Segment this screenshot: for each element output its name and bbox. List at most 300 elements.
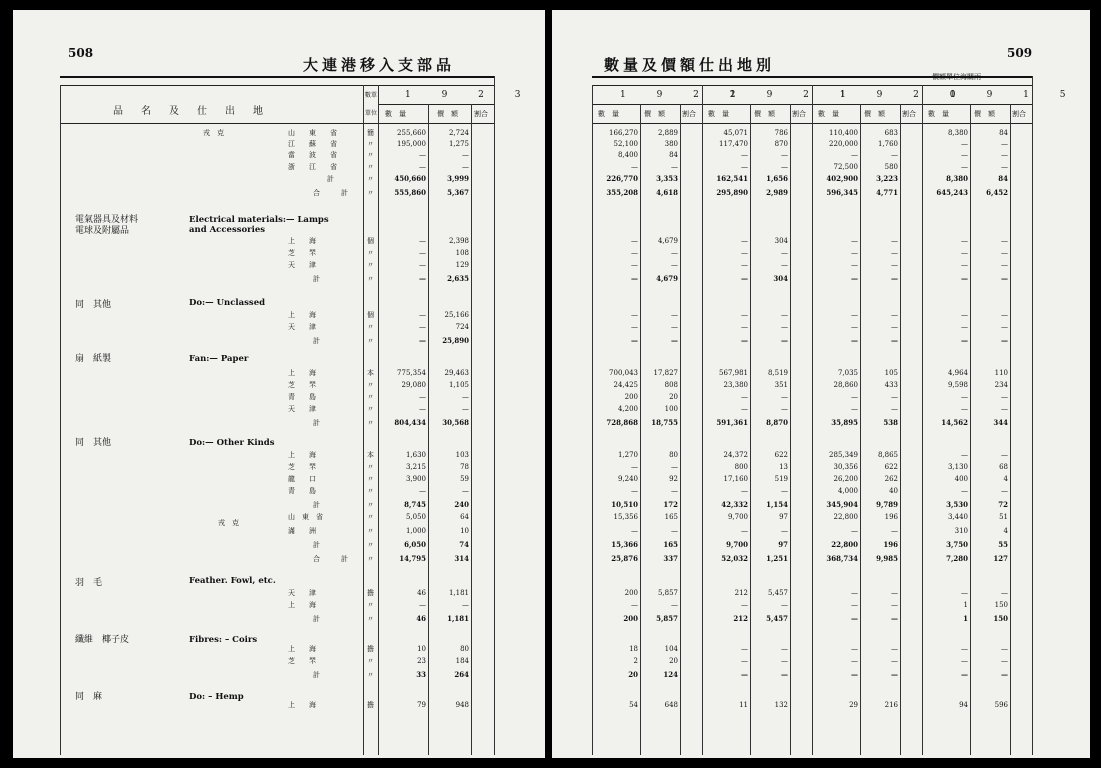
qty-1923-cell: — <box>419 249 426 257</box>
val-cell: — <box>1001 393 1008 401</box>
val-cell: 13 <box>779 463 788 471</box>
qty-cell: 212 <box>733 614 748 623</box>
val-cell: — <box>671 336 678 345</box>
destination-label: 龍 口 <box>288 475 316 483</box>
unit-cell: 〃 <box>367 671 374 679</box>
qty-1923-cell: — <box>419 237 426 245</box>
val-1923-cell: 3,999 <box>447 174 469 183</box>
sub-col-divider <box>970 104 971 755</box>
unit-cell: 〃 <box>367 555 374 563</box>
qty-1923-cell: — <box>419 311 426 319</box>
val-cell: 622 <box>884 463 898 471</box>
qty-1923-cell: 46 <box>417 589 426 597</box>
sub-pct: 割合 <box>474 110 488 118</box>
val-1923-cell: 10 <box>460 527 469 535</box>
val-cell: 304 <box>774 237 788 245</box>
qty-1923-cell: 1,630 <box>405 451 426 459</box>
qty-cell: — <box>961 336 968 345</box>
val-1923-cell: 25,890 <box>442 336 469 345</box>
val-cell: 20 <box>669 393 678 401</box>
unit-cell: 〃 <box>367 419 374 427</box>
val-1923-cell: 25,166 <box>444 311 469 319</box>
qty-cell: 18 <box>629 645 638 653</box>
unit-cell: 〃 <box>367 249 374 257</box>
qty-cell: 591,361 <box>716 418 748 427</box>
val-cell: 786 <box>774 129 788 137</box>
unit-cell: 〃 <box>367 513 374 521</box>
val-cell: 20 <box>669 657 678 665</box>
qty-cell: — <box>851 405 858 413</box>
qty-cell: 54 <box>629 701 638 709</box>
val-cell: 4,679 <box>657 237 678 245</box>
val-cell: 97 <box>778 540 788 549</box>
header-year-1923: 1 9 2 3 <box>405 90 535 100</box>
header-item-name: 品 名 及 仕 出 地 <box>113 106 267 117</box>
val-cell: — <box>1001 487 1008 495</box>
qty-1923-cell: 555,860 <box>394 188 426 197</box>
junk-label-2: 戎 克 <box>218 519 239 527</box>
sub-val: 價 額 <box>754 110 775 118</box>
unit-col-divider <box>363 85 364 755</box>
val-cell: 80 <box>669 451 678 459</box>
val-cell: — <box>891 527 898 535</box>
qty-cell: — <box>631 237 638 245</box>
qty-cell: 15,366 <box>611 540 638 549</box>
table-top-rule <box>60 76 495 78</box>
qty-cell: — <box>741 151 748 159</box>
val-cell: — <box>891 657 898 665</box>
unit-cell: 本 <box>367 369 374 377</box>
val-cell: 5,457 <box>766 614 788 623</box>
destination-label: 計 <box>313 541 320 549</box>
sub-qty: 數 量 <box>928 110 949 118</box>
qty-1923-cell: 195,000 <box>397 140 426 148</box>
qty-cell: 162,541 <box>716 174 748 183</box>
val-cell: — <box>781 393 788 401</box>
qty-cell: — <box>741 163 748 171</box>
val-cell: — <box>781 151 788 159</box>
val-cell: 4 <box>1003 475 1008 483</box>
val-cell: 351 <box>774 381 788 389</box>
val-cell: — <box>891 614 898 623</box>
val-cell: — <box>671 249 678 257</box>
header-year-1915: 1 9 1 5 <box>950 90 1080 100</box>
qty-cell: — <box>741 261 748 269</box>
val-cell: 165 <box>663 540 678 549</box>
val-cell: 538 <box>883 418 898 427</box>
category-ja-label: 同 麻 <box>75 692 103 702</box>
qty-cell: 117,470 <box>719 140 748 148</box>
val-cell: — <box>1001 151 1008 159</box>
category-en-label: Do:— Unclassed <box>189 298 266 308</box>
qty-cell: — <box>631 323 638 331</box>
qty-cell: — <box>961 237 968 245</box>
qty-1923-cell: 8,745 <box>404 500 426 509</box>
val-cell: 648 <box>664 701 678 709</box>
val-cell: — <box>671 601 678 609</box>
qty-cell: 166,270 <box>609 129 638 137</box>
qty-cell: 8,380 <box>947 129 968 137</box>
val-1923-cell: 74 <box>459 540 469 549</box>
unit-cell: 〃 <box>367 475 374 483</box>
val-cell: — <box>891 311 898 319</box>
destination-label: 青 島 <box>288 393 316 401</box>
val-cell: — <box>781 405 788 413</box>
category-en-label: Fan:— Paper <box>189 354 249 364</box>
qty-cell: 24,372 <box>723 451 748 459</box>
val-cell: 8,519 <box>767 369 788 377</box>
qty-cell: 23,380 <box>723 381 748 389</box>
qty-cell: 285,349 <box>829 451 858 459</box>
val-cell: 683 <box>884 129 898 137</box>
qty-cell: 4,964 <box>947 369 968 377</box>
val-cell: 304 <box>773 274 788 283</box>
qty-cell: — <box>631 487 638 495</box>
qty-cell: — <box>961 140 968 148</box>
sub-val: 價 額 <box>644 110 665 118</box>
val-1923-cell: 78 <box>460 463 469 471</box>
unit-cell: 擔 <box>367 589 374 597</box>
qty-cell: — <box>851 261 858 269</box>
val-cell: 97 <box>779 513 788 521</box>
val-cell: 100 <box>664 405 678 413</box>
val-cell: 105 <box>884 369 898 377</box>
qty-cell: 200 <box>624 393 638 401</box>
val-cell: 196 <box>883 540 898 549</box>
val-cell: — <box>1001 645 1008 653</box>
unit-cell: 〃 <box>367 275 374 283</box>
val-1923-cell: 59 <box>460 475 469 483</box>
val-1923-cell: 1,105 <box>448 381 469 389</box>
val-cell: — <box>1001 405 1008 413</box>
qty-cell: 20 <box>628 670 638 679</box>
qty-cell: 29 <box>849 701 858 709</box>
qty-cell: 800 <box>734 463 748 471</box>
val-cell: 68 <box>999 463 1008 471</box>
qty-cell: 728,868 <box>606 418 638 427</box>
val-cell: — <box>671 463 678 471</box>
qty-1923-cell: 1,000 <box>405 527 426 535</box>
qty-cell: 212 <box>734 589 748 597</box>
val-cell: 337 <box>663 554 678 563</box>
qty-cell: 200 <box>623 614 638 623</box>
qty-cell: — <box>961 487 968 495</box>
destination-label: 計 <box>313 175 334 183</box>
val-cell: 519 <box>774 475 788 483</box>
val-cell: 4,618 <box>656 188 678 197</box>
year-block-divider <box>592 85 593 755</box>
unit-cell: 〃 <box>367 527 374 535</box>
year-block-divider <box>922 85 923 755</box>
val-cell: 84 <box>669 151 678 159</box>
unit-cell: 〃 <box>367 323 374 331</box>
qty-cell: — <box>851 336 858 345</box>
category-en-label: Do:— Other Kinds <box>189 438 275 448</box>
val-cell: — <box>671 323 678 331</box>
qty-cell: 3,130 <box>947 463 968 471</box>
destination-label: 天 津 <box>288 261 316 269</box>
qty-cell: 567,981 <box>719 369 748 377</box>
sub-val: 價 額 <box>974 110 995 118</box>
unit-cell: 〃 <box>367 463 374 471</box>
qty-cell: 402,900 <box>826 174 858 183</box>
header-year-1920: 1 9 2 0 <box>840 90 970 100</box>
unit-cell: 〃 <box>367 615 374 623</box>
val-1923-cell: 5,367 <box>447 188 469 197</box>
destination-label: 天 津 <box>288 405 316 413</box>
sub-col-divider <box>860 104 861 755</box>
qty-cell: 220,000 <box>829 140 858 148</box>
qty-cell: 22,800 <box>831 540 858 549</box>
val-cell: 5,457 <box>767 589 788 597</box>
qty-1923-cell: 804,434 <box>394 418 426 427</box>
destination-label: 上 海 <box>288 369 316 377</box>
val-cell: — <box>781 336 788 345</box>
qty-cell: — <box>961 311 968 319</box>
val-cell: 127 <box>993 554 1008 563</box>
val-cell: — <box>891 274 898 283</box>
val-1923-cell: 2,635 <box>447 274 469 283</box>
qty-cell: — <box>851 657 858 665</box>
qty-cell: — <box>741 393 748 401</box>
val-cell: 4 <box>1003 527 1008 535</box>
qty-cell: — <box>741 405 748 413</box>
table-top-rule-2 <box>60 85 495 86</box>
val-1923-cell: 80 <box>460 645 469 653</box>
val-cell: — <box>781 163 788 171</box>
val-cell: 622 <box>774 451 788 459</box>
qty-cell: — <box>961 163 968 171</box>
unit-cell: 個 <box>367 237 374 245</box>
val-cell: 3,223 <box>876 174 898 183</box>
val-cell: 17,827 <box>653 369 678 377</box>
val-cell: 8,870 <box>766 418 788 427</box>
val-cell: 132 <box>774 701 788 709</box>
qty-cell: — <box>961 405 968 413</box>
destination-label: 山 東 省 <box>288 129 337 137</box>
val-cell: — <box>1001 670 1008 679</box>
year-block-divider <box>812 85 813 755</box>
val-1923-cell: — <box>462 405 469 413</box>
qty-cell: — <box>961 274 968 283</box>
val-cell: — <box>671 311 678 319</box>
header-unit-top: 數單 <box>365 92 378 99</box>
val-1923-cell: 129 <box>455 261 469 269</box>
qty-cell: 3,530 <box>946 500 968 509</box>
qty-cell: 14,562 <box>941 418 968 427</box>
unit-cell: 〃 <box>367 381 374 389</box>
qty-col-divider <box>378 85 379 755</box>
val-cell: 18,755 <box>651 418 678 427</box>
unit-cell: 擔 <box>367 701 374 709</box>
pct-col-divider <box>471 104 472 755</box>
val-cell: — <box>671 261 678 269</box>
val-cell: 40 <box>889 487 898 495</box>
qty-cell: — <box>851 589 858 597</box>
unit-cell: 〃 <box>367 261 374 269</box>
unit-cell: 〃 <box>367 337 374 345</box>
qty-cell: — <box>851 601 858 609</box>
qty-cell: — <box>851 670 858 679</box>
qty-1923-cell: 450,660 <box>394 174 426 183</box>
val-1923-cell: — <box>462 487 469 495</box>
val-cell: — <box>671 487 678 495</box>
val-cell: — <box>1001 274 1008 283</box>
val-cell: 9,985 <box>876 554 898 563</box>
val-cell: 2,989 <box>766 188 788 197</box>
sub-pct: 割合 <box>1012 110 1026 118</box>
destination-label: 計 <box>313 337 320 345</box>
qty-cell: 15,356 <box>613 513 638 521</box>
val-cell: — <box>891 670 898 679</box>
left-page-title: 大連港移入支部品 <box>303 56 456 74</box>
destination-label: 山 東 省 <box>288 513 323 521</box>
qty-cell: 295,890 <box>716 188 748 197</box>
qty-cell: 310 <box>954 527 968 535</box>
unit-cell: 〃 <box>367 189 374 197</box>
r-right-outer-border <box>1032 76 1033 755</box>
sub-col-divider <box>680 104 681 755</box>
val-cell: 344 <box>993 418 1008 427</box>
right-page <box>552 10 1090 758</box>
val-1923-cell: 103 <box>455 451 469 459</box>
qty-cell: 9,240 <box>617 475 638 483</box>
unit-cell: 〃 <box>367 175 374 183</box>
qty-cell: 1,270 <box>617 451 638 459</box>
r-table-top-rule <box>592 76 1032 78</box>
qty-1923-cell: — <box>419 601 426 609</box>
val-cell: — <box>781 601 788 609</box>
val-cell: — <box>781 487 788 495</box>
qty-cell: 28,860 <box>833 381 858 389</box>
qty-1923-cell: — <box>419 487 426 495</box>
destination-label: 上 海 <box>288 701 316 709</box>
qty-cell: — <box>631 249 638 257</box>
qty-cell: 400 <box>954 475 968 483</box>
val-cell: — <box>891 405 898 413</box>
val-cell: 124 <box>663 670 678 679</box>
qty-cell: 35,895 <box>831 418 858 427</box>
qty-1923-cell: — <box>419 163 426 171</box>
header-year-1921: 1 9 2 1 <box>730 90 860 100</box>
val-cell: 196 <box>884 513 898 521</box>
qty-cell: — <box>851 151 858 159</box>
qty-1923-cell: 6,050 <box>404 540 426 549</box>
qty-cell: — <box>961 393 968 401</box>
val-cell: 84 <box>998 174 1008 183</box>
qty-cell: — <box>741 670 748 679</box>
val-cell: — <box>891 249 898 257</box>
val-cell: — <box>1001 249 1008 257</box>
qty-cell: 200 <box>624 589 638 597</box>
sub-qty: 數 量 <box>818 110 839 118</box>
destination-label: 合 計 <box>313 189 348 197</box>
val-cell: 4,771 <box>876 188 898 197</box>
qty-1923-cell: — <box>419 261 426 269</box>
category-en-label: Feather. Fowl, etc. <box>189 576 276 586</box>
qty-cell: 9,598 <box>947 381 968 389</box>
destination-label: 當 波 省 <box>288 151 337 159</box>
val-cell: — <box>891 645 898 653</box>
val-cell: — <box>1001 163 1008 171</box>
val-cell: 1,656 <box>766 174 788 183</box>
sub-qty: 數 量 <box>708 110 729 118</box>
header-bottom-rule <box>60 123 495 124</box>
qty-cell: — <box>741 657 748 665</box>
val-cell: 216 <box>884 701 898 709</box>
category-en-label: Electrical materials:— Lamps and Accessories <box>189 215 329 235</box>
qty-cell: — <box>851 393 858 401</box>
unit-cell: 個 <box>367 311 374 319</box>
val-cell: 92 <box>669 475 678 483</box>
qty-cell: — <box>851 527 858 535</box>
year-block-divider <box>702 85 703 755</box>
val-cell: 433 <box>884 381 898 389</box>
val-cell: — <box>891 323 898 331</box>
qty-cell: 45,071 <box>723 129 748 137</box>
destination-label: 計 <box>313 671 320 679</box>
qty-1923-cell: — <box>419 393 426 401</box>
val-cell: 1,760 <box>877 140 898 148</box>
val-1923-cell: — <box>462 151 469 159</box>
val-cell: — <box>1001 657 1008 665</box>
qty-cell: 8,380 <box>946 174 968 183</box>
val-cell: — <box>891 237 898 245</box>
val-cell: — <box>891 393 898 401</box>
qty-cell: 1 <box>963 614 968 623</box>
val-1923-cell: 30,568 <box>442 418 469 427</box>
val-1923-cell: 108 <box>455 249 469 257</box>
qty-cell: 345,904 <box>826 500 858 509</box>
qty-cell: 22,800 <box>833 513 858 521</box>
qty-cell: 355,208 <box>606 188 638 197</box>
destination-label: 天 津 <box>288 323 316 331</box>
val-1923-cell: 948 <box>455 701 469 709</box>
val-1923-cell: — <box>462 163 469 171</box>
val-cell: — <box>781 645 788 653</box>
sub-col-divider <box>790 104 791 755</box>
qty-1923-cell: 3,900 <box>405 475 426 483</box>
category-en-label: Fibres: – Coirs <box>189 635 258 645</box>
qty-cell: — <box>631 463 638 471</box>
destination-label: 計 <box>313 501 320 509</box>
val-cell: 1,154 <box>766 500 788 509</box>
destination-label: 芝 罘 <box>288 381 316 389</box>
val-1923-cell: 314 <box>454 554 469 563</box>
destination-label: 上 海 <box>288 237 316 245</box>
val-1923-cell: 2,724 <box>448 129 469 137</box>
val-cell: — <box>781 311 788 319</box>
val-cell: 110 <box>994 369 1008 377</box>
val-cell: 84 <box>999 129 1008 137</box>
qty-cell: — <box>851 249 858 257</box>
val-cell: — <box>1001 261 1008 269</box>
val-cell: 2,889 <box>657 129 678 137</box>
val-cell: 5,857 <box>657 589 678 597</box>
sub-col-divider <box>900 104 901 755</box>
destination-label: 計 <box>313 615 320 623</box>
qty-cell: — <box>741 487 748 495</box>
qty-cell: — <box>851 274 858 283</box>
qty-cell: — <box>851 311 858 319</box>
val-cell: — <box>781 261 788 269</box>
val-1923-cell: 264 <box>454 670 469 679</box>
qty-cell: 30,356 <box>833 463 858 471</box>
destination-label: 滿 洲 <box>288 527 316 535</box>
category-ja-label: 同 其他 <box>75 438 112 448</box>
unit-cell: 擔 <box>367 645 374 653</box>
val-cell: 1,251 <box>766 554 788 563</box>
